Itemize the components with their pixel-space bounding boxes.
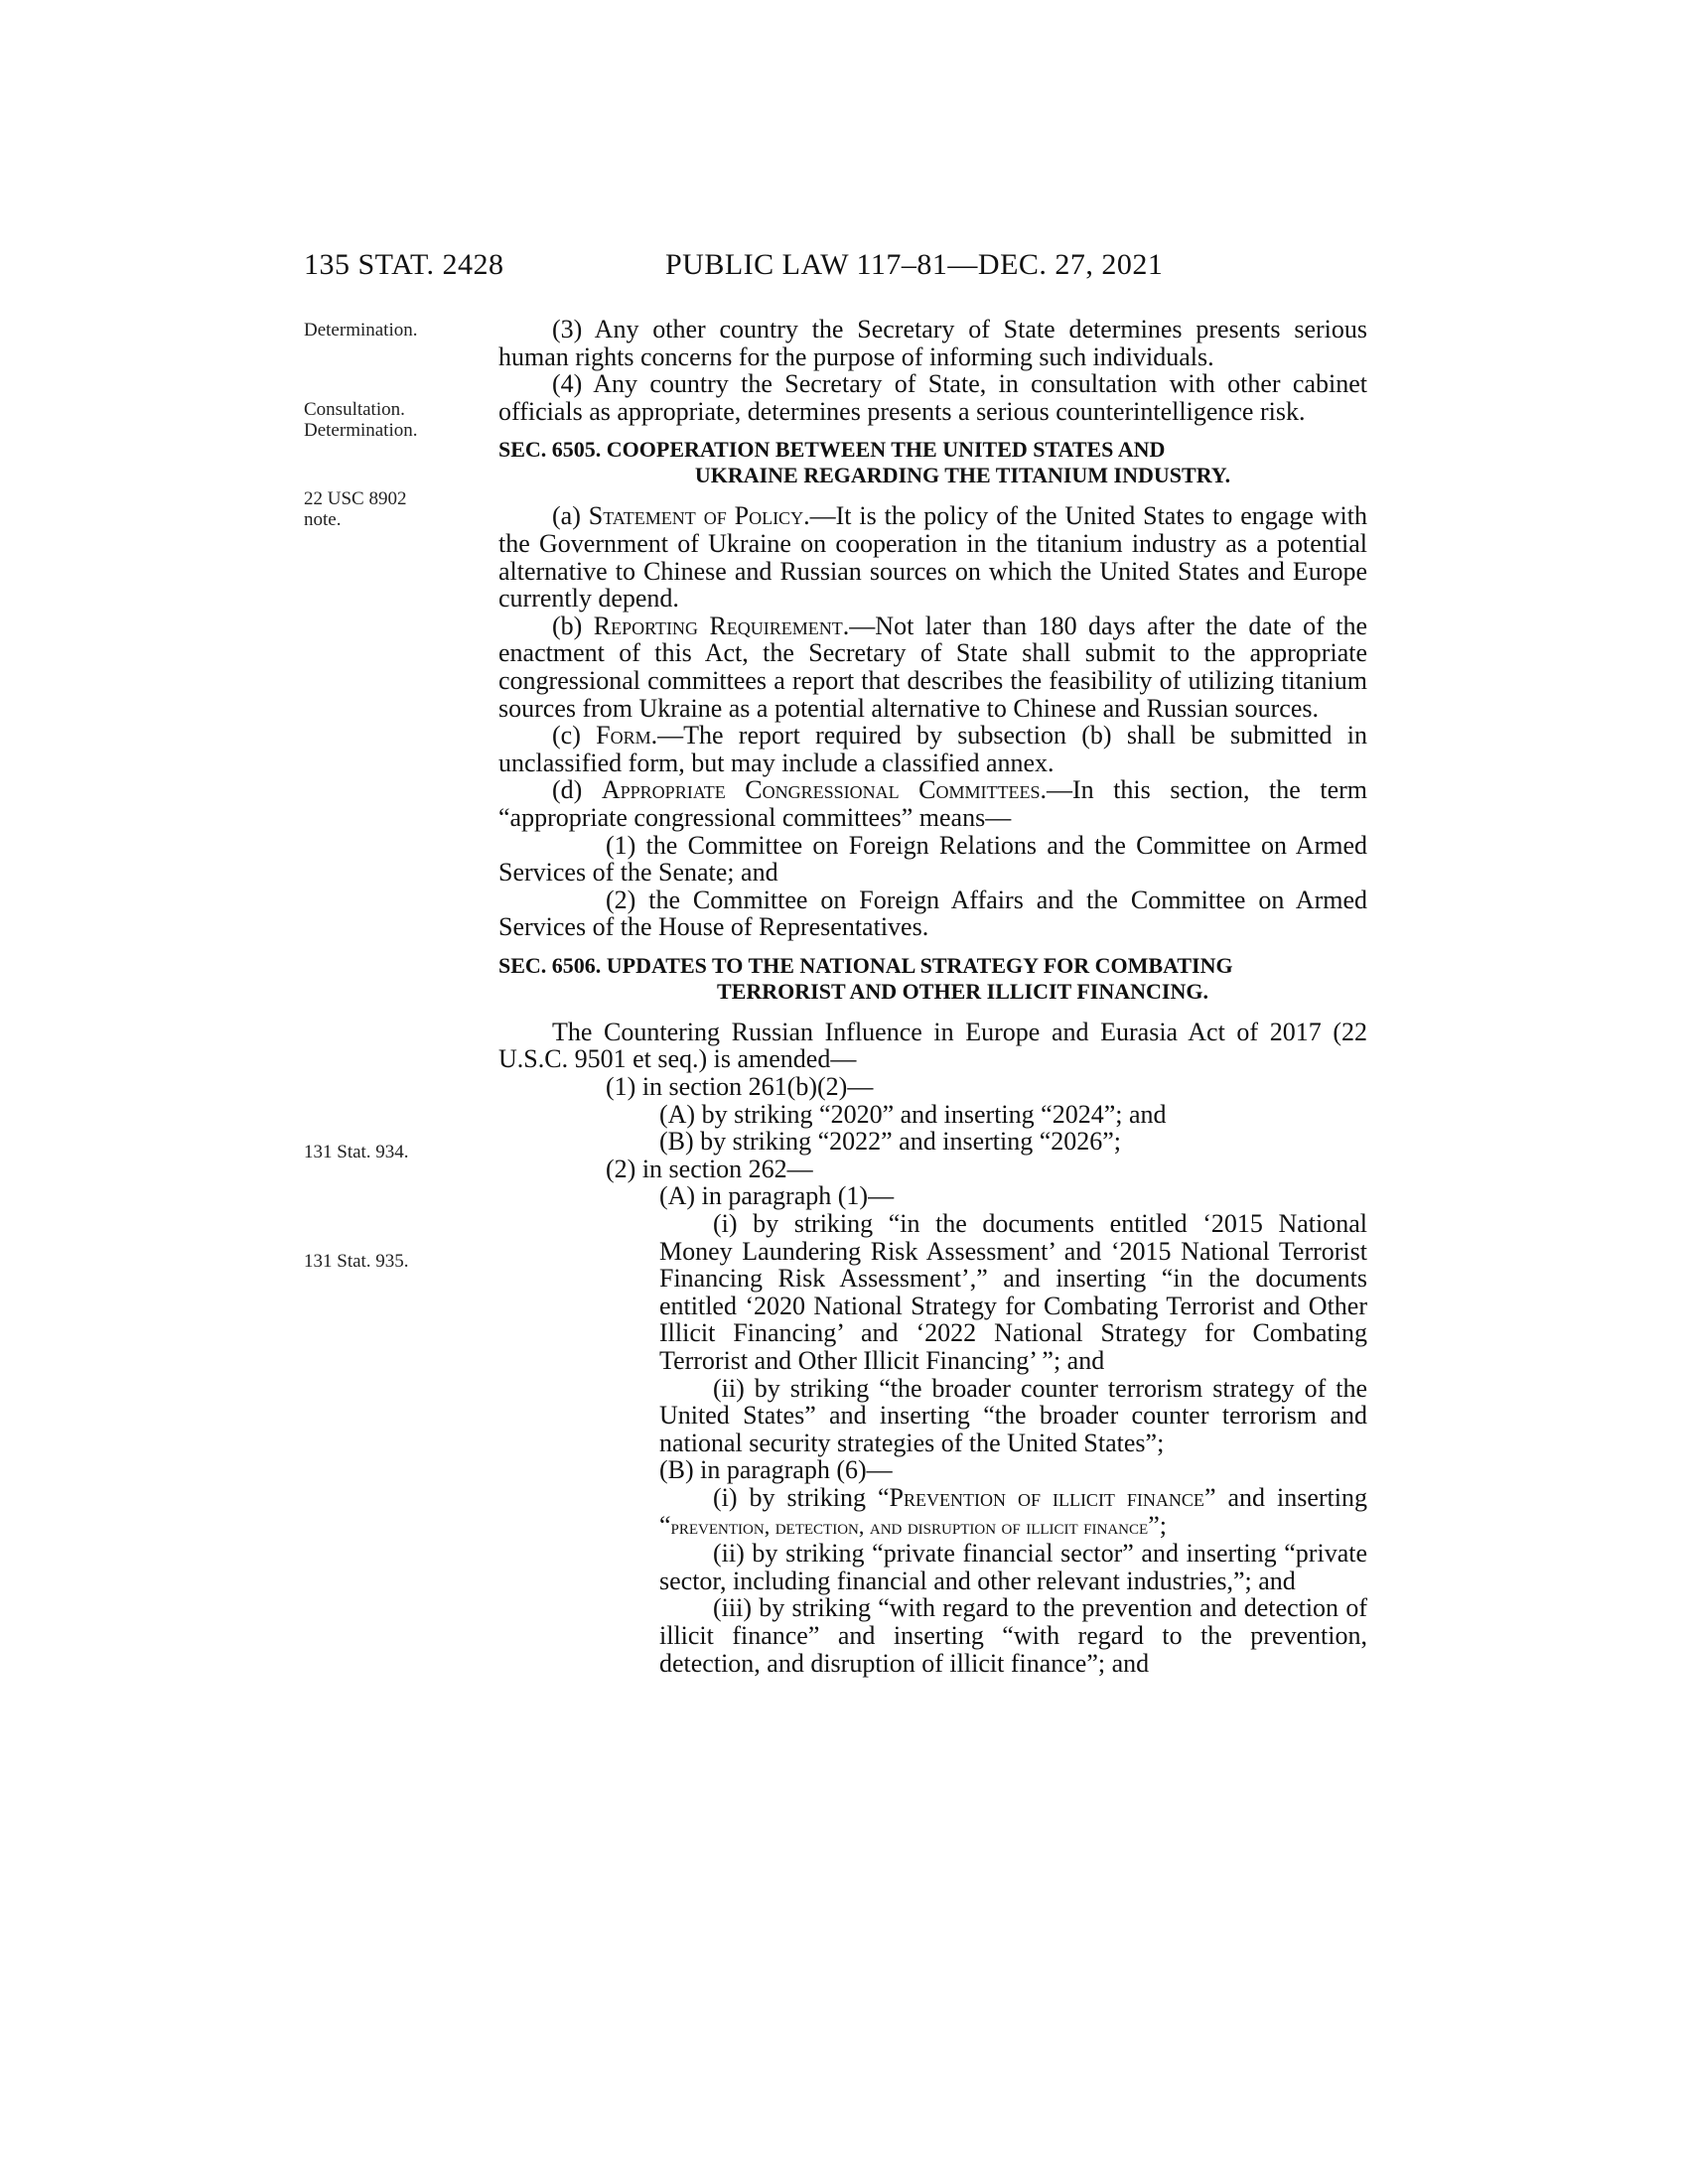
section-6506-heading — [498, 953, 1367, 1005]
section-6505-heading-line1: SEC. 6505. COOPERATION BETWEEN THE UNITED STATES AND — [498, 437, 1166, 463]
item-2-b-i — [498, 1484, 1367, 1540]
subsection-b-heading: Reporting Requirement. — [593, 611, 850, 640]
subsection-a-text: —It is the policy of the United States to engage with the Government of Ukraine on cooperation in the titanium industry as a potential alternative to Chinese and Russian sources on which the United States and Europe currently depend. — [498, 501, 1368, 614]
margin-note-consultation: Consultation. — [304, 399, 405, 420]
section-6505-heading — [498, 437, 1367, 488]
section-6506-heading-line1: SEC. 6506. UPDATES TO THE NATIONAL STRATEGY FOR COMBATING — [498, 952, 1233, 978]
subsection-b-text: —Not later than 180 days after the date of the enactment of this Act, the Secretary of State shall submit to the appropriate congressional committees a report that describes the feasibility of utilizing titanium sources from Ukraine as a potential alternative to Chinese and Russian sources. — [498, 611, 1367, 723]
item-2-b: (B) in paragraph (6)— — [659, 1455, 893, 1485]
page-header — [304, 248, 1327, 288]
subsection-a-heading: Statement of Policy. — [588, 501, 810, 531]
margin-note-determination: Determination. — [304, 320, 418, 341]
margin-note-stat-935: 131 Stat. 935. — [304, 1251, 409, 1272]
item-2-b-ii: (ii) by striking “private financial sector” and inserting “private sector, including financial and other relevant industries,”; and — [659, 1539, 1367, 1595]
subsection-d-1: (1) the Committee on Foreign Relations and the Committee on Armed Services of the Senate; and — [498, 830, 1367, 887]
stat-reference: 135 STAT. 2428 — [304, 248, 504, 281]
item-1: (1) in section 261(b)(2)— — [606, 1072, 874, 1102]
margin-note-stat-934: 131 Stat. 934. — [304, 1142, 409, 1162]
item-2-a-i: (i) by striking “in the documents entitled ‘2015 National Money Laundering Risk Assessment’ and ‘2015 National Terrorist Financing Risk Assessment’,” and inserting “in the documents entitled ‘2020 National Strategy for Combating Terrorist and Other Illicit Financing’ and ‘2022 National Strategy for Combating Terrorist and Other Illicit Financing’ ”; and — [659, 1209, 1367, 1375]
item-2-a-ii: (ii) by striking “the broader counter terrorism strategy of the United States” and inserting “the broader counter terrorism and national security strategies of the United States”; — [659, 1373, 1367, 1457]
subsection-d-heading: Appropriate Congressional Committees. — [601, 775, 1047, 805]
margin-note-note: note. — [304, 509, 342, 530]
item-2-b-i-inserted: prevention, detection, and disruption of illicit finance — [670, 1513, 1149, 1539]
margin-note-determination-2: Determination. — [304, 420, 418, 441]
subsection-d-text: —In this section, the term “appropriate congressional committees” means— — [498, 775, 1367, 832]
margin-note-usc: 22 USC 8902 — [304, 488, 407, 509]
subsection-c-heading: Form. — [596, 721, 658, 751]
subsection-a: (a) Statement of Policy.—It is the policy of the United States to engage with the Government of Ukraine on cooperation in the titanium industry as a potential alternative to Chinese and Russian sources on which the United States and Europe currently depend. — [498, 501, 1368, 614]
subsection-b: (b) Reporting Requirement.—Not later than 180 days after the date of the enactment of this Act, the Secretary of State shall submit to the appropriate congressional committees a report that describes the feasibility of utilizing titanium sources from Ukraine as a potential alternative to Chinese and Russian sources. — [498, 611, 1367, 723]
paragraph-3: (3) Any other country the Secretary of State determines presents serious human rights concerns for the purpose of informing such individuals. — [498, 315, 1367, 371]
public-law-title: PUBLIC LAW 117–81—DEC. 27, 2021 — [665, 248, 1164, 281]
item-2-b-i-part1: (i) by striking “ — [713, 1482, 890, 1512]
section-6506-heading-line2: TERRORIST AND OTHER ILLICIT FINANCING. — [717, 978, 1208, 1004]
section-6505-heading-line2: UKRAINE REGARDING THE TITANIUM INDUSTRY. — [694, 463, 1231, 488]
subsection-c: (c) Form.—The report required by subsection (b) shall be submitted in unclassified form, but may include a classified annex. — [498, 721, 1368, 777]
item-1-a: (A) by striking “2020” and inserting “2024”; and — [659, 1099, 1167, 1129]
item-2: (2) in section 262— — [606, 1154, 813, 1183]
item-2-b-i-part2: ” and inserting “ — [659, 1482, 1367, 1540]
item-1-b: (B) by striking “2022” and inserting “2026”; — [659, 1127, 1122, 1157]
item-2-a: (A) in paragraph (1)— — [659, 1181, 895, 1211]
paragraph-4: (4) Any country the Secretary of State, in consultation with other cabinet officials as appropriate, determines presents a serious counterintelligence risk. — [498, 369, 1367, 426]
subsection-d-2: (2) the Committee on Foreign Affairs and the Committee on Armed Services of the House of Representatives. — [498, 885, 1367, 942]
item-2-b-iii: (iii) by striking “with regard to the prevention and detection of illicit finance” and inserting “with regard to the prevention, detection, and disruption of illicit finance”; and — [659, 1593, 1367, 1678]
item-2-b-i-struck: Prevention of illicit finance — [889, 1482, 1204, 1512]
body-text — [498, 316, 1367, 1677]
section-6506-intro: The Countering Russian Influence in Europe and Eurasia Act of 2017 (22 U.S.C. 9501 et seq.) is amended— — [498, 1017, 1367, 1074]
subsection-c-text: —The report required by subsection (b) shall be submitted in unclassified form, but may include a classified annex. — [498, 721, 1368, 777]
item-2-b-i-part3: ”; — [1148, 1510, 1167, 1540]
subsection-d: (d) Appropriate Congressional Committees.—In this section, the term “appropriate congressional committees” means— — [498, 775, 1367, 832]
